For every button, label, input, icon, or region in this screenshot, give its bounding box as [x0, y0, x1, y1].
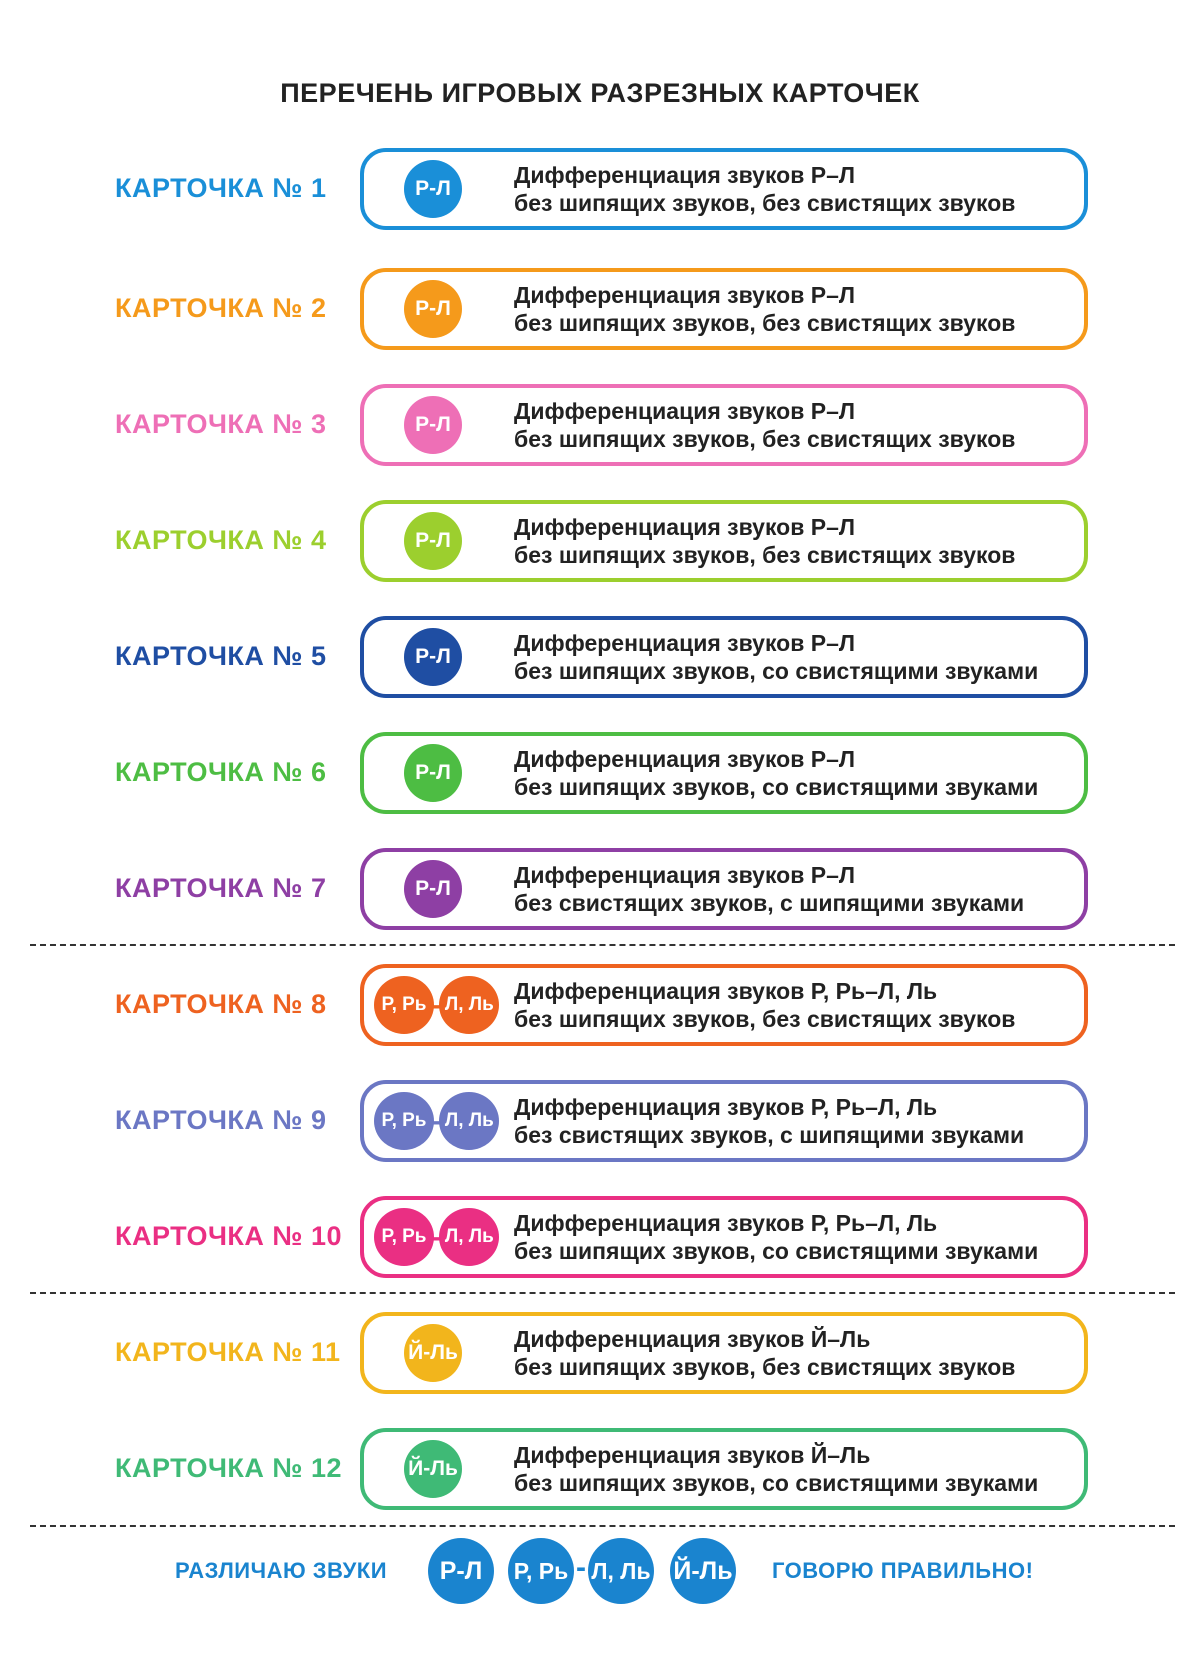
- card-description-line1: Дифференциация звуков Р, Рь–Л, Ль: [514, 1210, 938, 1236]
- card-description: [514, 1209, 1038, 1265]
- sound-badge: Р, Рь: [374, 976, 434, 1034]
- card-description: [514, 1325, 1015, 1381]
- sound-badge: Р, Рь: [374, 1208, 434, 1266]
- card-description-line2: без шипящих звуков, без свистящих звуков: [514, 426, 1016, 452]
- card-number-label: КАРТОЧКА № 3: [115, 409, 327, 439]
- sound-badge: Р-Л: [404, 396, 462, 454]
- sound-badge: Р, Рь: [374, 1092, 434, 1150]
- card-row: [0, 268, 1200, 348]
- footer-right-text: ГОВОРЮ ПРАВИЛЬНО!: [772, 1558, 1034, 1583]
- card-box: [360, 964, 1088, 1046]
- sound-badges: [404, 744, 462, 802]
- sound-badges: [404, 860, 462, 918]
- footer: [0, 1535, 1200, 1607]
- card-box: [360, 1196, 1088, 1278]
- card-description: [514, 397, 1015, 453]
- card-description: [514, 513, 1015, 569]
- card-box: [360, 268, 1088, 350]
- card-row: [0, 616, 1200, 696]
- card-description: [514, 977, 1015, 1033]
- sound-badges: [404, 1440, 462, 1498]
- card-description-line1: Дифференциация звуков Р, Рь–Л, Ль: [514, 978, 938, 1004]
- card-description-line1: Дифференциация звуков Й–Ль: [514, 1326, 871, 1352]
- card-number-label: КАРТОЧКА № 2: [115, 293, 327, 323]
- card-description: [514, 745, 1038, 801]
- sound-badge: Й-Ль: [404, 1440, 462, 1498]
- sound-badges: [404, 628, 462, 686]
- sound-badges: [404, 1324, 462, 1382]
- badge-dash: -: [432, 989, 442, 1020]
- divider: [30, 1292, 1175, 1294]
- sound-badge: Р-Л: [404, 160, 462, 218]
- card-description-line2: без шипящих звуков, со свистящими звуками: [514, 1470, 1039, 1496]
- sound-badges: [404, 512, 462, 570]
- card-description-line2: без шипящих звуков, без свистящих звуков: [514, 1006, 1016, 1032]
- sound-badges: [404, 160, 462, 218]
- card-row: [0, 500, 1200, 580]
- footer-left-text: РАЗЛИЧАЮ ЗВУКИ: [175, 1558, 388, 1583]
- page-title: ПЕРЕЧЕНЬ ИГРОВЫХ РАЗРЕЗНЫХ КАРТОЧЕК: [280, 78, 920, 108]
- footer-badge-j-lj: Й-Ль: [670, 1538, 736, 1604]
- footer-badge-dash: -: [576, 1551, 586, 1584]
- card-row: [0, 1428, 1200, 1508]
- card-number-label: КАРТОЧКА № 5: [115, 641, 327, 671]
- badge-dash: -: [432, 1105, 442, 1136]
- footer-badge-r-rj: Р, Рь: [508, 1538, 574, 1604]
- card-row: [0, 1080, 1200, 1160]
- sound-badge: Р-Л: [404, 860, 462, 918]
- card-box: [360, 1312, 1088, 1394]
- sound-badges: [374, 976, 499, 1034]
- card-box: [360, 384, 1088, 466]
- card-row: [0, 732, 1200, 812]
- divider: [30, 944, 1175, 946]
- card-description: [514, 1093, 1024, 1149]
- card-number-label: КАРТОЧКА № 4: [115, 525, 327, 555]
- card-description-line2: без свистящих звуков, с шипящими звуками: [514, 1122, 1025, 1148]
- sound-badges: [374, 1092, 499, 1150]
- card-description-line1: Дифференциация звуков Р–Л: [514, 746, 856, 772]
- card-description: [514, 281, 1015, 337]
- card-description-line1: Дифференциация звуков Р–Л: [514, 162, 856, 188]
- card-number-label: КАРТОЧКА № 8: [115, 989, 327, 1019]
- card-description-line1: Дифференциация звуков Й–Ль: [514, 1442, 871, 1468]
- card-box: [360, 500, 1088, 582]
- card-number-label: КАРТОЧКА № 11: [115, 1337, 341, 1367]
- card-box: [360, 1080, 1088, 1162]
- card-box: [360, 148, 1088, 230]
- card-description-line1: Дифференциация звуков Р–Л: [514, 398, 856, 424]
- card-description-line2: без шипящих звуков, без свистящих звуков: [514, 1354, 1016, 1380]
- card-number-label: КАРТОЧКА № 7: [115, 873, 327, 903]
- card-description-line2: без свистящих звуков, с шипящими звуками: [514, 890, 1025, 916]
- card-number-label: КАРТОЧКА № 1: [115, 173, 327, 203]
- card-box: [360, 616, 1088, 698]
- card-description-line1: Дифференциация звуков Р–Л: [514, 630, 856, 656]
- sound-badge: Р-Л: [404, 280, 462, 338]
- card-description-line1: Дифференциация звуков Р, Рь–Л, Ль: [514, 1094, 938, 1120]
- footer-badge-r-l: Р-Л: [428, 1538, 494, 1604]
- card-description-line1: Дифференциация звуков Р–Л: [514, 514, 856, 540]
- card-row: [0, 964, 1200, 1044]
- sound-badge: Р-Л: [404, 628, 462, 686]
- badge-dash: -: [432, 1221, 442, 1252]
- card-description-line2: без шипящих звуков, со свистящими звуками: [514, 658, 1039, 684]
- sound-badge: Л, Ль: [439, 976, 499, 1034]
- card-description-line2: без шипящих звуков, со свистящими звуками: [514, 1238, 1039, 1264]
- sound-badge: Р-Л: [404, 744, 462, 802]
- card-description: [514, 861, 1024, 917]
- card-row: [0, 1312, 1200, 1392]
- card-description: [514, 1441, 1038, 1497]
- sound-badges: [404, 280, 462, 338]
- sound-badge: Л, Ль: [439, 1092, 499, 1150]
- footer-badge-l-lj: Л, Ль: [588, 1538, 654, 1604]
- sound-badges: [374, 1208, 499, 1266]
- card-description-line2: без шипящих звуков, без свистящих звуков: [514, 542, 1016, 568]
- card-row: [0, 384, 1200, 464]
- card-number-label: КАРТОЧКА № 12: [115, 1453, 343, 1483]
- card-description-line2: без шипящих звуков, со свистящими звуками: [514, 774, 1039, 800]
- card-row: [0, 1196, 1200, 1276]
- sound-badges: [404, 396, 462, 454]
- card-row: [0, 848, 1200, 928]
- card-description-line1: Дифференциация звуков Р–Л: [514, 282, 856, 308]
- card-description-line1: Дифференциация звуков Р–Л: [514, 862, 856, 888]
- card-number-label: КАРТОЧКА № 6: [115, 757, 327, 787]
- card-box: [360, 1428, 1088, 1510]
- sound-badge: Й-Ль: [404, 1324, 462, 1382]
- divider: [30, 1525, 1175, 1527]
- card-description-line2: без шипящих звуков, без свистящих звуков: [514, 190, 1016, 216]
- card-box: [360, 848, 1088, 930]
- card-description: [514, 629, 1038, 685]
- card-box: [360, 732, 1088, 814]
- sound-badge: Р-Л: [404, 512, 462, 570]
- card-description-line2: без шипящих звуков, без свистящих звуков: [514, 310, 1016, 336]
- card-number-label: КАРТОЧКА № 9: [115, 1105, 327, 1135]
- sound-badge: Л, Ль: [439, 1208, 499, 1266]
- card-row: [0, 148, 1200, 228]
- card-number-label: КАРТОЧКА № 10: [115, 1221, 343, 1251]
- card-description: [514, 161, 1015, 217]
